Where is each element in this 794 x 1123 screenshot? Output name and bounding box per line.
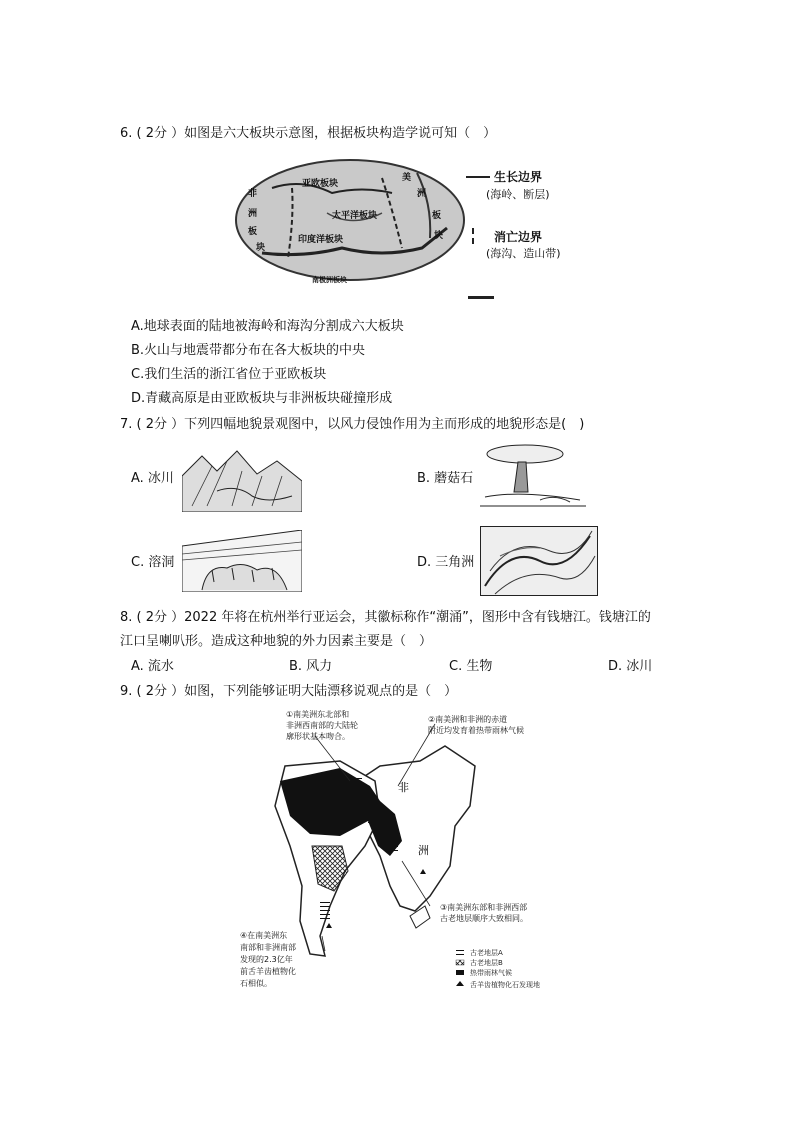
q6-option-c[interactable]: C.我们生活的浙江省位于亚欧板块 bbox=[131, 367, 327, 382]
legend-strata-b: 古老地层B bbox=[470, 959, 503, 967]
callout-3: ③南美洲东部和非洲西部 古老地层顺序大致相同。 bbox=[440, 903, 528, 923]
label-africa-4: 块 bbox=[256, 243, 266, 253]
q7-stem: 7. ( 2分 ）下列四幅地貌景观图中，以风力侵蚀作用为主而形成的地貌形态是( ) bbox=[120, 417, 585, 432]
q8-option-c[interactable]: C. 生物 bbox=[449, 659, 493, 674]
label-africa-3: 板 bbox=[248, 227, 258, 237]
label-indian: 印度洋板块 bbox=[298, 235, 344, 245]
map-label-zhou: 洲 bbox=[418, 844, 429, 857]
q7-option-c[interactable]: C. 溶洞 bbox=[131, 555, 175, 570]
q8-stem-line2: 江口呈喇叭形。造成这种地貌的外力因素主要是（ ） bbox=[120, 634, 433, 649]
legend-subduction-sub: (海沟、造山带) bbox=[486, 247, 561, 260]
label-america-2: 洲 bbox=[417, 189, 427, 199]
legend-growth-title: 生长边界 bbox=[494, 170, 543, 184]
legend-fossil: 舌羊齿植物化石发现地 bbox=[470, 981, 540, 989]
q7-option-a[interactable]: A. 冰川 bbox=[131, 471, 174, 486]
q7-option-d[interactable]: D. 三角洲 bbox=[417, 555, 475, 570]
q8-option-a[interactable]: A. 流水 bbox=[131, 659, 174, 674]
legend-strata-a: 古老地层A bbox=[470, 949, 503, 957]
label-pacific: 太平洋板块 bbox=[332, 211, 378, 221]
q9-stem: 9. ( 2分 ）如图，下列能够证明大陆漂移说观点的是（ ） bbox=[120, 684, 458, 699]
q6-option-d[interactable]: D.青藏高原是由亚欧板块与非洲板块碰撞形成 bbox=[131, 391, 393, 406]
q8-stem-line1: 8. ( 2分 ）2022 年将在杭州举行亚运会，其徽标称作“潮涌”，图形中含有钱塘江。钱塘江的 bbox=[120, 610, 651, 625]
map-label-fei: 非 bbox=[398, 781, 409, 794]
legend-growth-sub: (海岭、断层) bbox=[486, 188, 550, 201]
callout-4: ④在南美洲东 南部和非洲南部 发现的2.3亿年 前舌羊齿植物化 石相似。 bbox=[240, 931, 296, 988]
mushroom-rock-image bbox=[480, 442, 586, 512]
cave-image bbox=[182, 530, 302, 592]
label-eurasia: 亚欧板块 bbox=[302, 179, 339, 189]
q8-option-b[interactable]: B. 风力 bbox=[289, 659, 333, 674]
growth-boundary-symbol bbox=[466, 176, 490, 178]
label-america-3: 板 bbox=[432, 211, 442, 221]
subduction-boundary-symbol bbox=[472, 228, 476, 244]
q6-option-a[interactable]: A.地球表面的陆地被海岭和海沟分割成六大板块 bbox=[131, 319, 404, 334]
label-africa-1: 非 bbox=[248, 189, 258, 199]
plate-map-svg bbox=[232, 158, 468, 288]
q6-option-b[interactable]: B.火山与地震带都分布在各大板块的中央 bbox=[131, 343, 366, 358]
callout-2: ②南美洲和非洲的赤道 附近均发育着热带雨林气候 bbox=[428, 715, 524, 735]
legend-rainforest: 热带雨林气候 bbox=[470, 969, 512, 977]
delta-image bbox=[480, 526, 598, 596]
plate-map-figure bbox=[232, 158, 468, 288]
callout-1: ①南美洲东北部和 非洲西南部的大陆轮 廓形状基本吻合。 bbox=[286, 710, 358, 741]
q7-option-b[interactable]: B. 蘑菇石 bbox=[417, 471, 474, 486]
legend-subduction-title: 消亡边界 bbox=[494, 230, 543, 244]
legend-bar bbox=[468, 296, 494, 299]
glacier-image bbox=[182, 446, 302, 512]
q6-stem: 6. ( 2分 ）如图是六大板块示意图，根据板块构造学说可知（ ） bbox=[120, 126, 497, 141]
label-america-4: 块 bbox=[434, 231, 444, 241]
label-africa-2: 洲 bbox=[248, 209, 258, 219]
label-antarctic: 南极洲板块 bbox=[312, 276, 347, 284]
label-america-1: 美 bbox=[402, 173, 412, 183]
q8-option-d[interactable]: D. 冰川 bbox=[608, 659, 653, 674]
